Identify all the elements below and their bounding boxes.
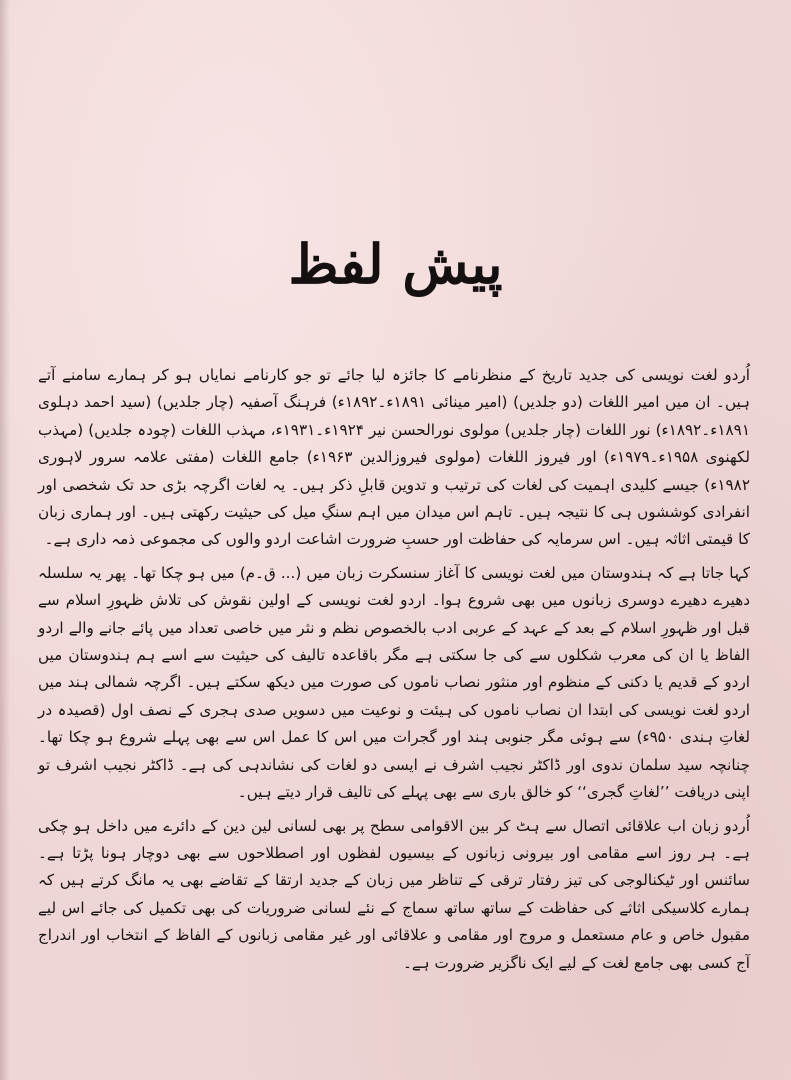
paragraph-1: اُردو لغت نویسی کی جدید تاریخ کے منظرنامے کا جائزہ لیا جائے تو جو کارنامے نمایاں ہو کر ہمارے سامنے آتے ہیں۔ ان میں امیر اللغات (دو جلدیں) (امیر مینائی ۱۸۹۱ء۔۱۸۹۲ء) فرہنگ آصفیہ (چار جلدیں) (سید احمد دہلوی ۱۸۹۱ء۔۱۸۹۲ء) نور اللغات (چار جلدیں) مولوی نورالحسن نیر ۱۹۲۴ء۔۱۹۳۱ء، مہذب اللغات (چودہ جلدیں) (مہذب لکھنوی ۱۹۵۸ء۔۱۹۷۹ء) اور فیروز اللغات (مولوی فیروزالدین ۱۹۶۳ء) جامع اللغات (مفتی علامہ سرور لاہوری ۱۹۸۲ء) جیسے کلیدی اہمیت کی لغات کی ترتیب و تدوین قابلِ ذکر ہیں۔ یہ لغات اگرچہ بڑی حد تک شخصی اور انفرادی کوششوں ہی کا نتیجہ ہیں۔ تاہم اس میدان میں اہم سنگِ میل کی حیثیت رکھتی ہیں۔ اور ہماری زبان کا قیمتی اثاثہ ہیں۔ اس سرمایہ کی حفاظت اور حسبِ ضرورت اشاعت اردو والوں کی مجموعی ذمہ داری ہے۔ [38,366,750,549]
paragraph-3: اُردو زبان اب علاقائی اتصال سے ہٹ کر بین الاقوامی سطح پر بھی لسانی لین دین کے دائرے میں داخل ہو چکی ہے۔ ہر روز اسے مقامی اور بیرونی زبانوں کے بیسیوں لفظوں اور اصطلاحوں سے بھی دوچار ہونا پڑتا ہے۔ سائنس اور ٹیکنالوجی کی تیز رفتار ترقی کے تناظر میں زبان کے جدید ارتقا کے تقاضے بھی یہ مانگ کرتے ہیں کہ ہمارے کلاسیکی اثاثے کی حفاظت کے ساتھ ساتھ سماج کے نئے لسانی ضروریات کی بھی تکمیل کی جائے اس لیے مقبول خاص و عام مستعمل و مروج اور مقامی و علاقائی اور غیر مقامی زبانوں کے الفاظ کے انتخاب اور اندراج آج کسی بھی جامع لغت کے لیے ایک ناگزیر ضرورت ہے۔ [38,816,750,972]
page-binding-edge [0,0,10,1080]
paragraph-2: کہا جاتا ہے کہ ہندوستان میں لغت نویسی کا آغاز سنسکرت زبان میں (... ق۔م) میں ہو چکا تھا۔ پھر یہ سلسلہ دھیرے دھیرے دوسری زبانوں میں بھی شروع ہوا۔ اردو لغت نویسی کے اولین نقوش کی تلاش ظہورِ اسلام سے قبل اور ظہورِ اسلام کے بعد کے عہد کے عربی ادب بالخصوص نظم و نثر میں خاصی تعداد میں پائے جانے والے اردو الفاظ یا ان کی معرب شکلوں سے کی جا سکتی ہے مگر باقاعدہ تالیف کی حیثیت سے اسے ہم ہندوستان میں اردو کے قدیم یا دکنی کے منظوم اور منثور نصاب ناموں کی صورت میں دیکھ سکتے ہیں۔ اگرچہ شمالی ہند میں اردو لغت نویسی کی ابتدا ان نصاب ناموں کی ہیئت و نوعیت میں دسویں صدی ہجری کے نصف اول (قصیدہ در لغاتِ ہندی ۹۵۰ء) سے ہوئی مگر جنوبی ہند اور گجرات میں اس کا عمل اس سے بھی پہلے شروع ہو چکا تھا۔ چنانچہ سید سلمان ندوی اور ڈاکٹر نجیب اشرف نے ایسی دو لغات کی نشاندہی کی ہے۔ ڈاکٹر نجیب اشرف تو اپنی دریافت ’’لغاتِ گجری‘‘ کو خالق باری سے بھی پہلے کی تالیف قرار دیتے ہیں۔ [38,563,750,802]
body-text [38,362,750,977]
page-title: پیش لفظ [288,232,503,296]
